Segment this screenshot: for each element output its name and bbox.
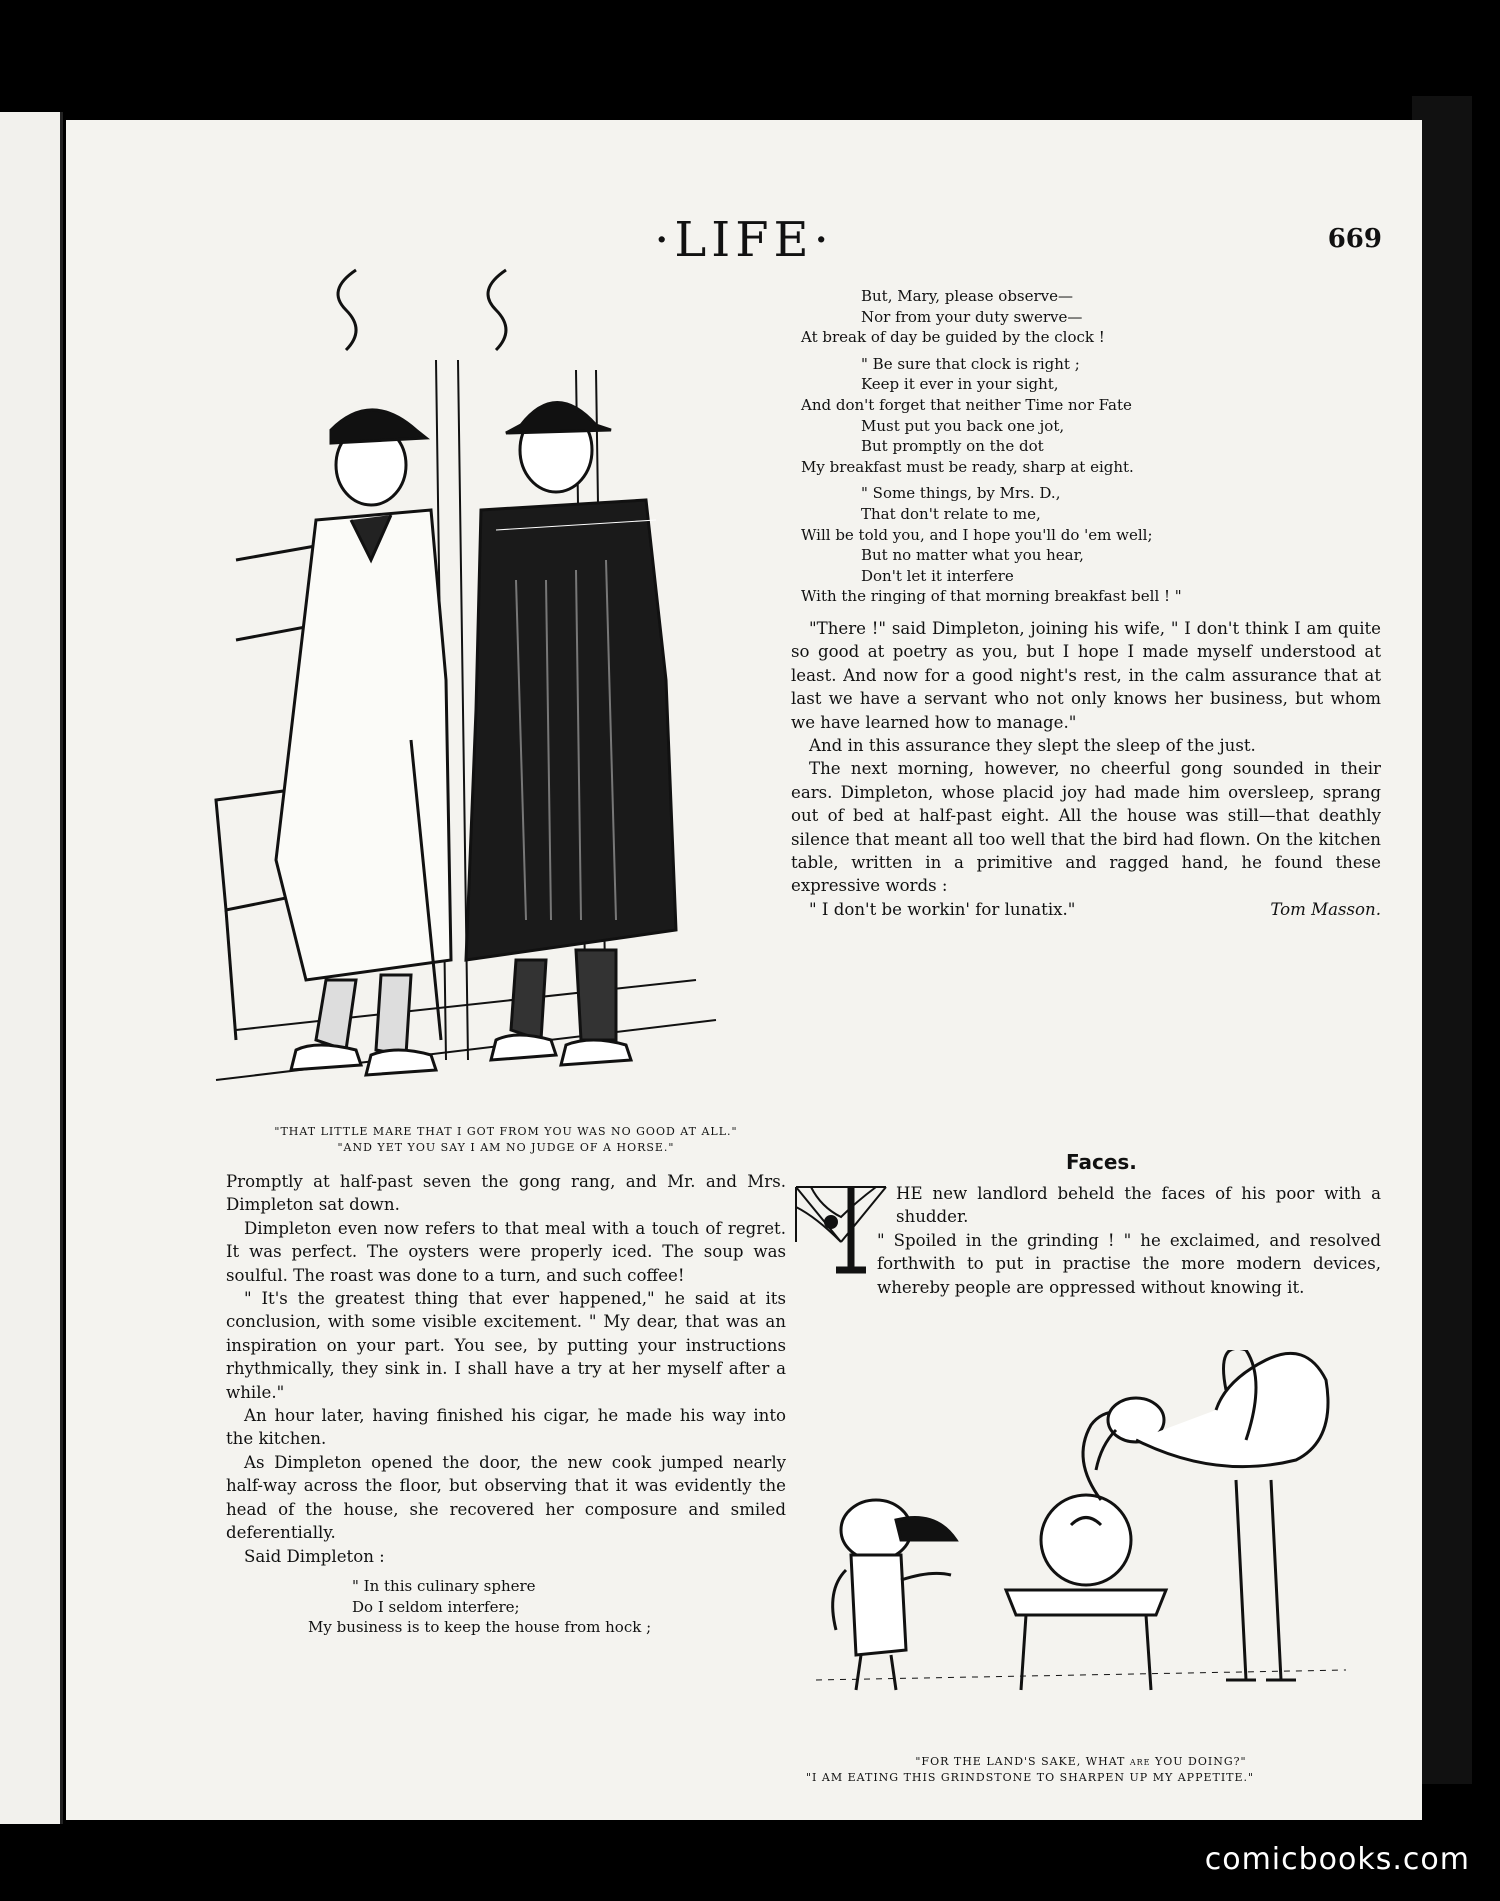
previous-page-edge (0, 112, 63, 1824)
left-illustration-caption (226, 1124, 786, 1156)
magazine-page (66, 120, 1422, 1820)
verse-line: Will be told you, and I hope you'll do 'em well; (801, 525, 1153, 544)
verse-line: Do I seldom interfere; (352, 1597, 520, 1616)
paragraph: " It's the greatest thing that ever happened," he said at its conclusion, with some visible excitement. " My dear, that was an inspiration on your part. You see, by putting your instructions rhythmically, they sink in. I shall have a try at her myself after a while." (226, 1289, 786, 1402)
left-column (226, 1170, 786, 1638)
caption-line: "THAT LITTLE MARE THAT I GOT FROM YOU WAS NO GOOD AT ALL." (274, 1125, 738, 1138)
verse-line: That don't relate to me, (861, 504, 1041, 523)
author-signature: Tom Masson. (1270, 899, 1381, 919)
verse-line: But no matter what you hear, (861, 546, 1084, 565)
closing-line (791, 898, 1381, 921)
drop-cap-letter: T (843, 1261, 845, 1263)
caption-line: "I AM EATING THIS GRINDSTONE TO SHARPEN UP MY APPETITE." (806, 1771, 1255, 1784)
verse (791, 286, 1381, 348)
watermark: comicbooks.com (1204, 1842, 1470, 1877)
verse-line: Must put you back one jot, (861, 416, 1065, 435)
verse-line: " Some things, by Mrs. D., (861, 484, 1061, 503)
paragraph: Said Dimpleton : (244, 1546, 385, 1566)
verse (791, 354, 1381, 478)
page-number: 669 (1327, 224, 1382, 254)
verse-line: But promptly on the dot (861, 437, 1044, 456)
paragraph: And in this assurance they slept the sleep of the just. (809, 735, 1256, 755)
page-title: ·LIFE· (654, 212, 834, 268)
caption-line: "AND YET YOU SAY I AM NO JUDGE OF A HORSE." (337, 1141, 675, 1154)
paragraph: The next morning, however, no cheerful gong sounded in their ears. Dimpleton, whose placid joy had made him oversleep, sprang out of bed at half-past eight. All the house was still—that deathly silence that meant all too well that the bird had flown. On the kitchen table, written in a primitive and ragged hand, he found these expressive words : (791, 759, 1381, 896)
verse-line: But, Mary, please observe— (861, 287, 1074, 305)
verse (791, 483, 1381, 607)
verse-line: " Be sure that clock is right ; (861, 354, 1080, 373)
verse-line: Keep it ever in your sight, (861, 375, 1059, 394)
verse-line: And don't forget that neither Time nor Fate (801, 395, 1132, 414)
paragraph: HE new landlord beheld the faces of his poor with a shudder. (896, 1184, 1381, 1227)
paragraph: "There !" said Dimpleton, joining his wife, " I don't think I am quite so good at poetry as you, but I hope I made myself understood at least. And now for a good night's rest, in the calm assurance that at last we have a servant who not only knows her business, but whom we have learned how to manage." (791, 618, 1381, 732)
verse-line: At break of day be guided by the clock ! (801, 328, 1105, 347)
paragraph: Promptly at half-past seven the gong rang, and Mr. and Mrs. Dimpleton sat down. (226, 1172, 786, 1215)
last-line: " I don't be workin' for lunatix." (809, 899, 1076, 919)
verse-line: My breakfast must be ready, sharp at eight. (801, 457, 1134, 476)
paragraph: As Dimpleton opened the door, the new cook jumped nearly half-way across the floor, but observing that it was evidently the head of the house, she recovered her composure and smiled deferentially. (226, 1452, 786, 1543)
verse-line: Nor from your duty swerve— (861, 307, 1083, 326)
bird-grindstone-illustration (806, 1350, 1366, 1740)
faces-article (791, 1182, 1381, 1299)
paragraph: Dimpleton even now refers to that meal with a touch of regret. It was perfect. The oysters were properly iced. The soup was soulful. The roast was done to a turn, and such coffee! (226, 1218, 786, 1285)
verse (226, 1576, 786, 1638)
right-column (791, 286, 1381, 921)
faces-title: Faces. (1066, 1150, 1137, 1174)
two-men-illustration (196, 260, 756, 1110)
verse-line: " In this culinary sphere (352, 1576, 536, 1595)
verse-line: With the ringing of that morning breakfast bell ! " (801, 587, 1182, 606)
caption-line: "FOR THE LAND'S SAKE, WHAT are YOU DOING?" (915, 1755, 1247, 1768)
verse-line: Don't let it interfere (861, 566, 1014, 585)
right-illustration-caption (806, 1754, 1356, 1786)
paragraph: An hour later, having finished his cigar, he made his way into the kitchen. (226, 1406, 786, 1449)
verse-line: My business is to keep the house from hock ; (308, 1618, 652, 1637)
paragraph: " Spoiled in the grinding ! " he exclaimed, and resolved forthwith to put in practise the more modern devices, whereby people are oppressed without knowing it. (877, 1230, 1381, 1297)
